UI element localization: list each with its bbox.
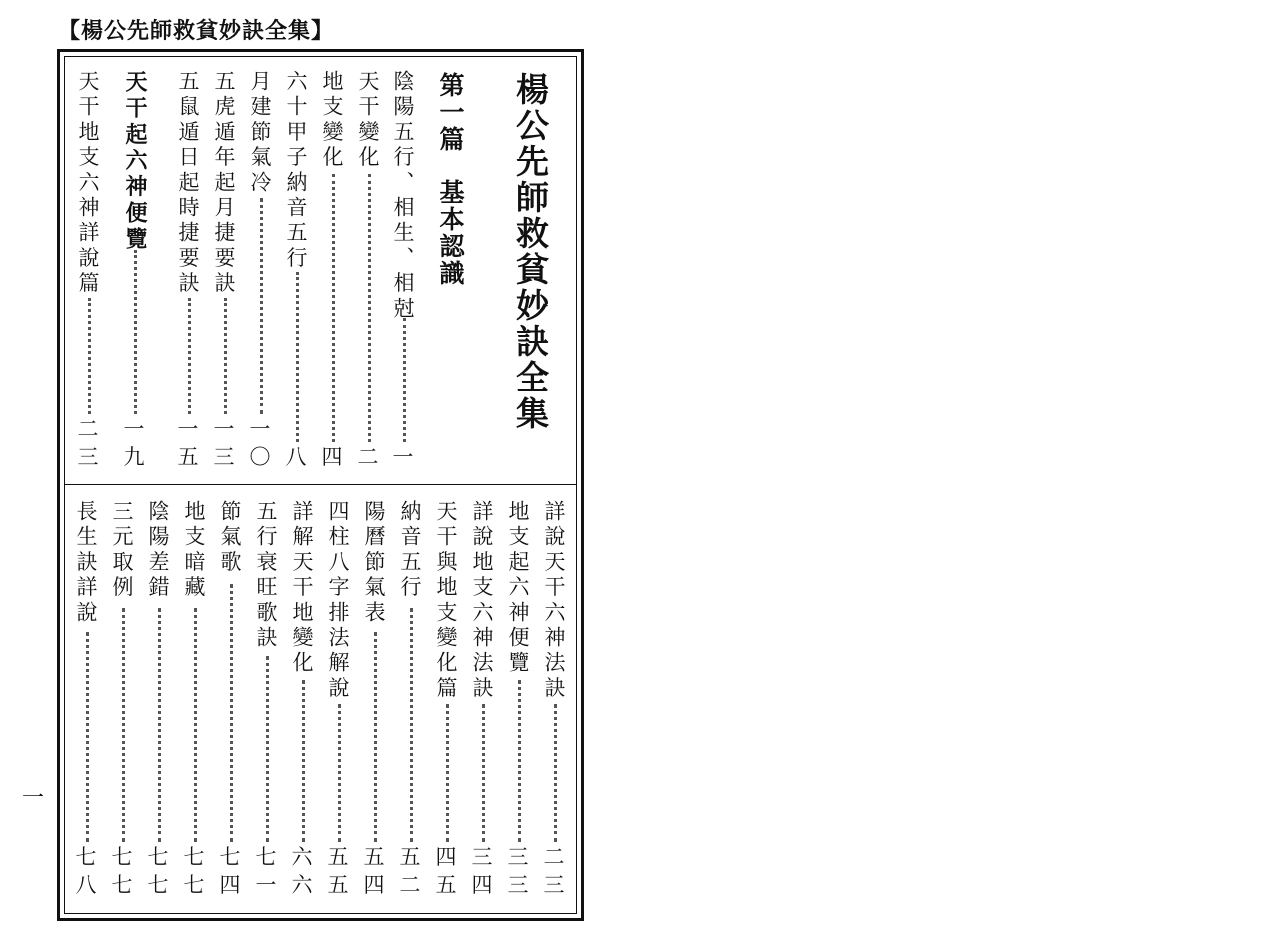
- page-number-char: 六: [291, 873, 313, 897]
- toc-entry-title: 長生訣詳說: [74, 500, 98, 626]
- toc-page-number: [392, 843, 428, 899]
- page-number-char: 七: [183, 873, 205, 897]
- page-number-char: 五: [399, 845, 421, 869]
- page-number-char: 五: [327, 873, 349, 897]
- toc-leader-dots: [88, 298, 92, 414]
- toc-page-number: [206, 415, 242, 471]
- toc-entry-title: 六十甲子納音五行: [284, 70, 308, 272]
- toc-entry-title: 陰陽差錯: [146, 500, 170, 601]
- toc-leader-dots: [224, 298, 228, 414]
- toc-page-number: [284, 843, 320, 899]
- toc-page-number: [70, 415, 106, 471]
- toc-leader-dots: [194, 608, 198, 842]
- page-number-char: 一: [213, 417, 235, 441]
- toc-entry-title: 納音五行: [398, 500, 422, 601]
- toc-leader-dots: [332, 174, 336, 442]
- toc-page-number: [500, 843, 536, 899]
- toc-page-number: [116, 415, 152, 471]
- toc-page-number: [385, 443, 421, 471]
- toc-entry-title: 詳解天干地變化: [290, 500, 314, 677]
- page-number-char: 五: [435, 873, 457, 897]
- toc-entry-title: 三元取例: [110, 500, 134, 601]
- toc-leader-dots: [296, 272, 300, 442]
- page-number-char: 四: [471, 873, 493, 897]
- toc-entry-title: 五行衰旺歌訣: [254, 500, 278, 652]
- toc-entry-title: 地支暗藏: [182, 500, 206, 601]
- toc-leader-dots: [188, 298, 192, 414]
- page-number-char: 五: [363, 845, 385, 869]
- page-number-char: 七: [147, 845, 169, 869]
- toc-leader-dots: [410, 608, 414, 842]
- toc-entry-title: 天干與地支變化篇: [434, 500, 458, 702]
- toc-entry-title: 地支變化: [320, 70, 344, 171]
- toc-page-number: [320, 843, 356, 899]
- toc-entry-title: 月建節氣冷: [248, 70, 272, 196]
- toc-leader-dots: [403, 318, 407, 442]
- page-number-char: 一: [255, 873, 277, 897]
- page-number-char: 三: [471, 845, 493, 869]
- toc-entry-title: 天干起六神便覽: [122, 70, 147, 254]
- page-number-char: 四: [219, 873, 241, 897]
- chapter-part: 第一篇: [436, 72, 465, 153]
- page-number-char: 三: [543, 873, 565, 897]
- toc-leader-dots: [446, 704, 450, 842]
- toc-entry-title: 四柱八字排法解說: [326, 500, 350, 702]
- toc-leader-dots: [302, 680, 306, 842]
- page-number-char: 四: [435, 845, 457, 869]
- section-divider: [64, 484, 577, 485]
- toc-page-number: [242, 415, 278, 471]
- page-number-char: 一: [249, 417, 271, 441]
- book-title: 楊公先師救貧妙訣全集: [511, 72, 550, 432]
- toc-page-number: [428, 843, 464, 899]
- toc-page-number: [104, 843, 140, 899]
- page-number-char: 七: [147, 873, 169, 897]
- book-header-tag: 【楊公先師救貧妙訣全集】: [58, 19, 335, 44]
- page-number-char: 七: [183, 845, 205, 869]
- page-number-char: 四: [363, 873, 385, 897]
- page-number-char: 七: [111, 873, 133, 897]
- toc-page-number: [212, 843, 248, 899]
- page-number-char: 一: [123, 417, 145, 441]
- toc-page-number: [314, 443, 350, 471]
- page-number-char: 三: [507, 845, 529, 869]
- page-number-char: 八: [75, 873, 97, 897]
- toc-leader-dots: [338, 704, 342, 842]
- toc-page-number: [356, 843, 392, 899]
- page-number-char: 七: [255, 845, 277, 869]
- toc-leader-dots: [122, 608, 126, 842]
- page-number-char: 三: [213, 445, 235, 469]
- toc-page-number: [170, 415, 206, 471]
- toc-leader-dots: [86, 632, 90, 842]
- toc-leader-dots: [230, 584, 234, 842]
- toc-entry-title: 天干地支六神詳說篇: [76, 70, 100, 297]
- toc-page-number: [536, 843, 572, 899]
- toc-entry-title: 陽曆節氣表: [362, 500, 386, 626]
- toc-page-number: [176, 843, 212, 899]
- toc-entry-title: 詳說地支六神法訣: [470, 500, 494, 702]
- page-number-char: 二: [543, 845, 565, 869]
- page-number-char: 二: [399, 873, 421, 897]
- toc-page-number: [350, 443, 386, 471]
- toc-entry-title: 天干變化: [356, 70, 380, 171]
- page-number-char: 七: [75, 845, 97, 869]
- toc-leader-dots: [368, 174, 372, 442]
- toc-entry-title: 詳說天干六神法訣: [542, 500, 566, 702]
- toc-leader-dots: [554, 704, 558, 842]
- page-number-char: 四: [321, 445, 343, 469]
- toc-entry-title: 五鼠遁日起時捷要訣: [176, 70, 200, 297]
- toc-page-number: [278, 443, 314, 471]
- toc-leader-dots: [134, 250, 138, 414]
- page-number-char: 〇: [249, 445, 271, 469]
- toc-entry-title: 節氣歌: [218, 500, 242, 576]
- page-number-char: 六: [291, 845, 313, 869]
- page-number: 一: [22, 786, 45, 811]
- page-number-char: 七: [111, 845, 133, 869]
- toc-leader-dots: [482, 704, 486, 842]
- toc-page-number: [68, 843, 104, 899]
- toc-entry-title: 地支起六神便覽: [506, 500, 530, 677]
- page-number-char: 三: [77, 445, 99, 469]
- toc-leader-dots: [374, 632, 378, 842]
- page-number-char: 二: [357, 445, 379, 469]
- page-number-char: 三: [507, 873, 529, 897]
- page-number-char: 七: [219, 845, 241, 869]
- page-number-char: 一: [392, 445, 414, 469]
- page-number-char: 二: [77, 417, 99, 441]
- chapter-name: 基本認識: [436, 179, 465, 287]
- toc-entry-title: 陰陽五行、相生、相尅: [391, 70, 415, 322]
- toc-leader-dots: [158, 608, 162, 842]
- toc-entry-title: 五虎遁年起月捷要訣: [212, 70, 236, 297]
- toc-leader-dots: [266, 656, 270, 842]
- page-number-char: 九: [123, 445, 145, 469]
- page-number-char: 五: [327, 845, 349, 869]
- page-number-char: 五: [177, 445, 199, 469]
- page-number-char: 八: [285, 445, 307, 469]
- toc-leader-dots: [518, 680, 522, 842]
- toc-leader-dots: [260, 198, 264, 414]
- toc-page-number: [248, 843, 284, 899]
- page-number-char: 一: [177, 417, 199, 441]
- chapter-heading: [430, 72, 470, 287]
- toc-page-number: [140, 843, 176, 899]
- toc-page-number: [464, 843, 500, 899]
